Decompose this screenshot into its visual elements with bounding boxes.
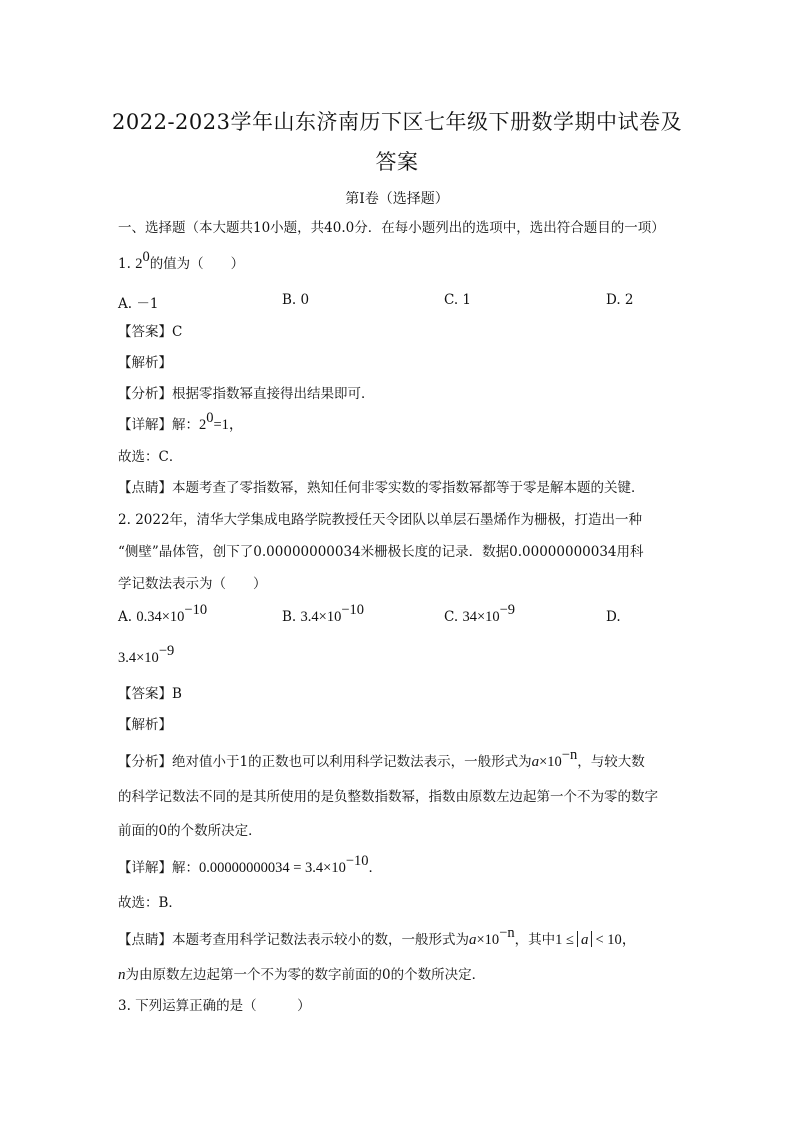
math-exponent: 0 bbox=[206, 410, 214, 426]
question-3-stem bbox=[118, 998, 311, 1014]
math-variable: a bbox=[531, 754, 540, 770]
question-number: 1. bbox=[118, 256, 131, 272]
option-value: 3.4×10 bbox=[118, 650, 159, 666]
q2-dianjing-line2 bbox=[118, 966, 485, 984]
math-variable: a bbox=[469, 932, 477, 948]
q1-option-c: C. 1 bbox=[444, 292, 472, 308]
math-base: 2 bbox=[135, 256, 143, 272]
xiangjie-label: 【详解】解： bbox=[118, 417, 199, 433]
option-exponent: −10 bbox=[341, 602, 365, 618]
fenxi-text-tail: ，与较大数 bbox=[577, 754, 645, 770]
question-2-stem-line3: 学记数法表示为（ ） bbox=[118, 576, 267, 592]
punctuation: ． bbox=[368, 860, 383, 876]
q2-answer: 【答案】B bbox=[118, 686, 182, 702]
q1-dianjing: 【点睛】本题考查了零指数幂，熟知任何非零实数的零指数幂都等于零是解本题的关键． bbox=[118, 480, 645, 496]
document-title: 2022-2023学年山东济南历下区七年级下册数学期中试卷及 bbox=[112, 110, 682, 134]
option-exponent: −9 bbox=[499, 602, 516, 618]
q2-option-c bbox=[444, 602, 516, 626]
question-number: 2. bbox=[118, 512, 131, 528]
document-title-continued: 答案 bbox=[375, 150, 419, 174]
math-inequality-left: 1 ≤ bbox=[555, 932, 574, 948]
dianjing-text: 为由原数左边起第一个不为零的数字前面的0的个数所决定． bbox=[125, 967, 486, 983]
abs-bar-right bbox=[591, 931, 592, 947]
math-exponent: 0 bbox=[142, 249, 150, 265]
q1-option-b: B. 0 bbox=[282, 292, 310, 308]
q2-choose: 故选：B． bbox=[118, 895, 182, 911]
question-2-stem-line1 bbox=[118, 512, 642, 528]
q2-fenxi-line1 bbox=[118, 747, 645, 771]
option-exponent: −9 bbox=[158, 643, 175, 659]
question-text: 下列运算正确的是（ ） bbox=[135, 998, 311, 1014]
fenxi-text: 【分析】绝对值小于1的正数也可以利用科学记数法表示，一般形式为 bbox=[118, 754, 532, 770]
math-expression: 0.00000000034 = 3.4×10 bbox=[199, 860, 346, 876]
math-exponent: −10 bbox=[345, 853, 369, 869]
q1-answer: 【答案】C bbox=[118, 324, 183, 340]
q2-xiangjie bbox=[118, 853, 383, 877]
q2-fenxi-line3: 前面的0的个数所决定． bbox=[118, 823, 262, 839]
abs-bar-left bbox=[577, 931, 578, 947]
q1-option-a: A. －1 bbox=[118, 296, 159, 312]
option-value: 0.34×10 bbox=[136, 609, 185, 625]
math-inequality-right: < 10， bbox=[595, 932, 637, 948]
q2-option-a bbox=[118, 602, 208, 626]
dianjing-text-mid: ，其中 bbox=[514, 932, 556, 948]
math-exponent: −n bbox=[561, 747, 578, 763]
math-exponent: −n bbox=[499, 925, 515, 941]
q1-analysis: 【解析】 bbox=[118, 355, 172, 371]
math-base: 2 bbox=[199, 417, 207, 433]
part-header: 一、选择题（本大题共10小题，共40.0分．在每小题列出的选项中，选出符合题目的一项） bbox=[118, 220, 665, 236]
math-variable: a bbox=[580, 932, 589, 948]
q1-xiangjie bbox=[118, 410, 244, 434]
option-value: 3.4×10 bbox=[300, 609, 342, 625]
q1-option-d: D. 2 bbox=[606, 292, 634, 308]
option-label: A. bbox=[118, 609, 133, 625]
q2-option-d-label: D. bbox=[606, 609, 621, 625]
q2-option-b bbox=[282, 602, 365, 626]
q2-fenxi-line2: 的科学记数法不同的是其所使用的是负整数指数幂，指数由原数左边起第一个不为零的数字 bbox=[118, 789, 658, 805]
q1-choose: 故选：C． bbox=[118, 449, 183, 465]
math-result: =1， bbox=[213, 417, 244, 433]
question-text: 的值为（ ） bbox=[149, 256, 245, 272]
math-expression: ×10 bbox=[539, 754, 562, 770]
math-expression: ×10 bbox=[476, 932, 500, 948]
q2-dianjing-line1 bbox=[118, 925, 637, 949]
option-label: C. bbox=[444, 609, 459, 625]
q2-option-d bbox=[118, 643, 175, 667]
q1-fenxi: 【分析】根据零指数幂直接得出结果即可． bbox=[118, 386, 375, 402]
xiangjie-label: 【详解】解： bbox=[118, 860, 199, 876]
question-2-stem-line2: “侧壁”晶体管，创下了0.00000000034米栅极长度的记录．数据0.00000000034用科 bbox=[118, 544, 644, 560]
question-1-stem bbox=[118, 249, 245, 273]
question-number: 3. bbox=[118, 998, 131, 1014]
dianjing-text: 【点睛】本题考查用科学记数法表示较小的数，一般形式为 bbox=[118, 932, 469, 948]
option-exponent: −10 bbox=[184, 602, 208, 618]
section-title: 第I卷（选择题） bbox=[345, 191, 449, 207]
option-value: 34×10 bbox=[462, 609, 500, 625]
q2-analysis: 【解析】 bbox=[118, 717, 172, 733]
option-label: B. bbox=[282, 609, 297, 625]
question-text: 2022年，清华大学集成电路学院教授任天令团队以单层石墨烯作为栅极，打造出一种 bbox=[135, 512, 643, 528]
math-variable: n bbox=[118, 967, 126, 983]
